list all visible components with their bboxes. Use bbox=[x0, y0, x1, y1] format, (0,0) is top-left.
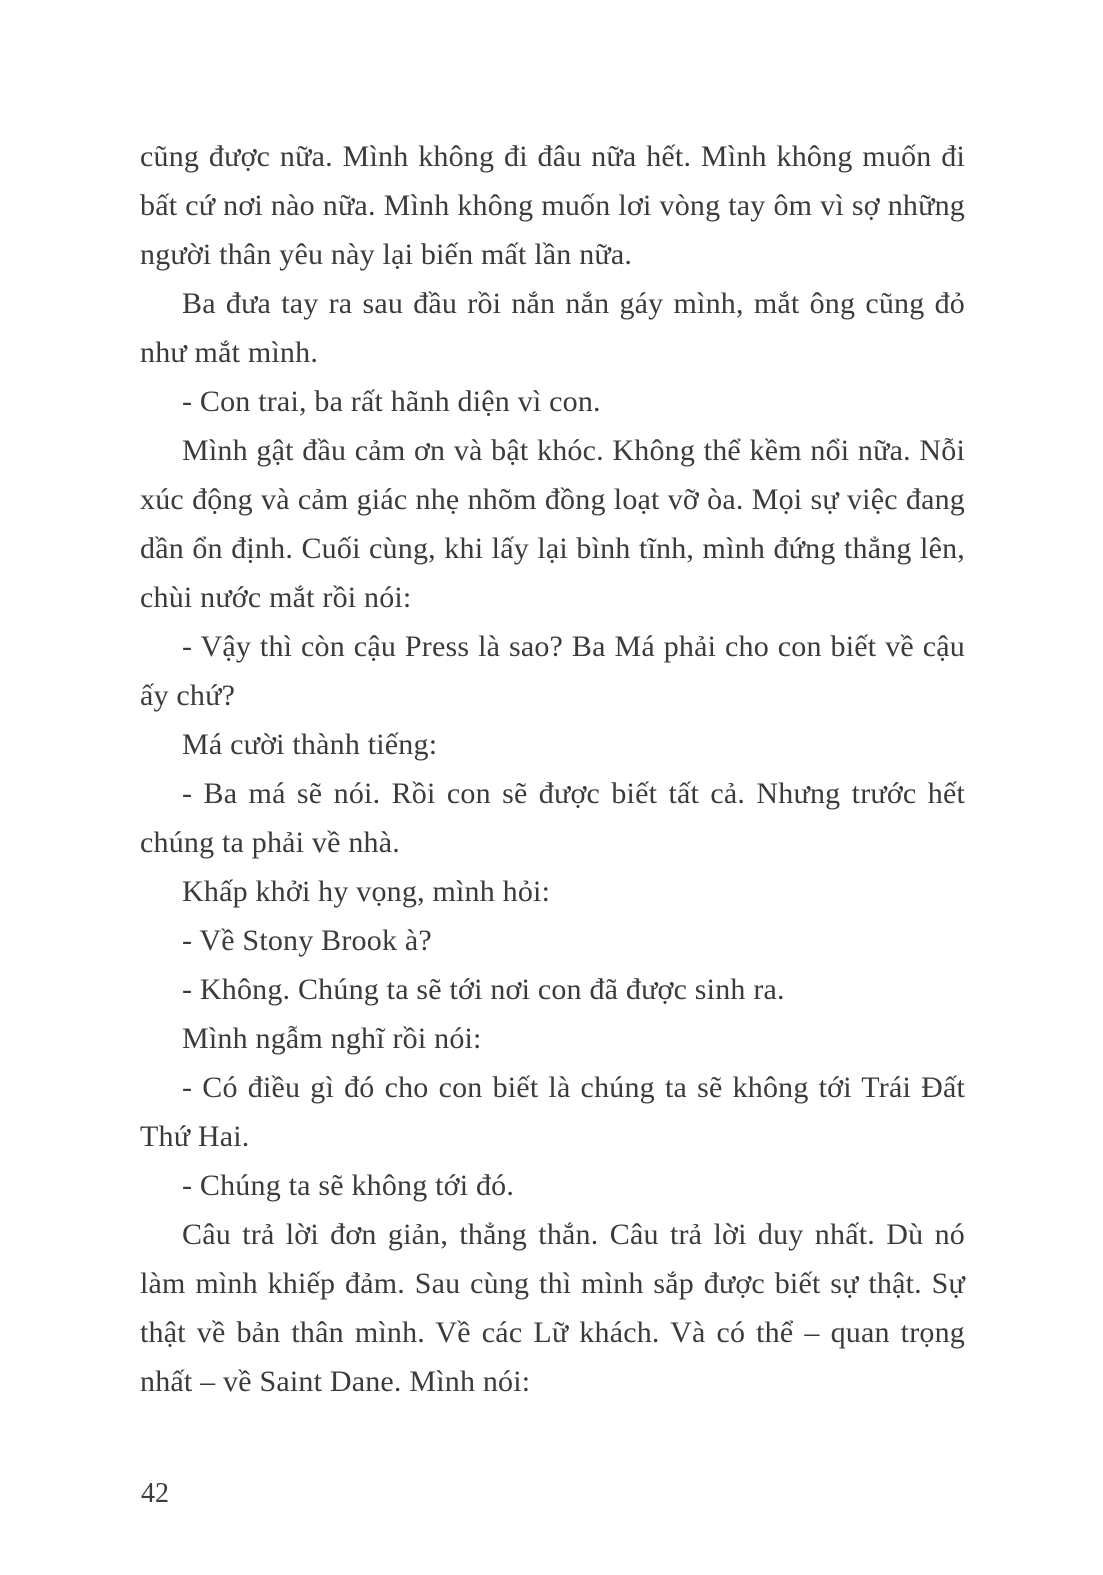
paragraph: Mình ngẫm nghĩ rồi nói: bbox=[182, 1022, 482, 1055]
paragraph: cũng được nữa. Mình không đi đâu nữa hết. Mình không muốn đi bất cứ nơi nào nữa. Mình không muốn lơi vòng tay ôm vì sợ những người thân yêu này lại biến mất lần nữa. bbox=[140, 140, 965, 271]
paragraph-dialogue: - Ba má sẽ nói. Rồi con sẽ được biết tất cả. Nhưng trước hết chúng ta phải về nhà. bbox=[140, 777, 965, 859]
paragraph: Câu trả lời đơn giản, thẳng thắn. Câu trả lời duy nhất. Dù nó làm mình khiếp đảm. Sau cùng thì mình sắp được biết sự thật. Sự thật về bản thân mình. Về các Lữ khách. Và có thể – quan trọng nhất – về Saint Dane. Mình nói: bbox=[140, 1218, 965, 1398]
paragraph: Mình gật đầu cảm ơn và bật khóc. Không thể kềm nổi nữa. Nỗi xúc động và cảm giác nhẹ nhõm đồng loạt vỡ òa. Mọi sự việc đang dần ổn định. Cuối cùng, khi lấy lại bình tĩnh, mình đứng thẳng lên, chùi nước mắt rồi nói: bbox=[140, 434, 965, 614]
paragraph-dialogue: - Chúng ta sẽ không tới đó. bbox=[182, 1169, 515, 1202]
paragraph-dialogue: - Không. Chúng ta sẽ tới nơi con đã được sinh ra. bbox=[182, 973, 785, 1006]
paragraph-dialogue: - Con trai, ba rất hãnh diện vì con. bbox=[182, 385, 601, 418]
paragraph: Ba đưa tay ra sau đầu rồi nắn nắn gáy mình, mắt ông cũng đỏ như mắt mình. bbox=[140, 287, 965, 369]
paragraph-dialogue: - Có điều gì đó cho con biết là chúng ta sẽ không tới Trái Đất Thứ Hai. bbox=[140, 1071, 965, 1153]
paragraph-dialogue: - Vậy thì còn cậu Press là sao? Ba Má phải cho con biết về cậu ấy chứ? bbox=[140, 630, 965, 712]
paragraph: Khấp khởi hy vọng, mình hỏi: bbox=[182, 875, 551, 908]
book-page-text bbox=[140, 132, 965, 1406]
page-number: 42 bbox=[141, 1478, 169, 1509]
paragraph-dialogue: - Về Stony Brook à? bbox=[182, 924, 432, 957]
paragraph: Má cười thành tiếng: bbox=[182, 728, 438, 761]
